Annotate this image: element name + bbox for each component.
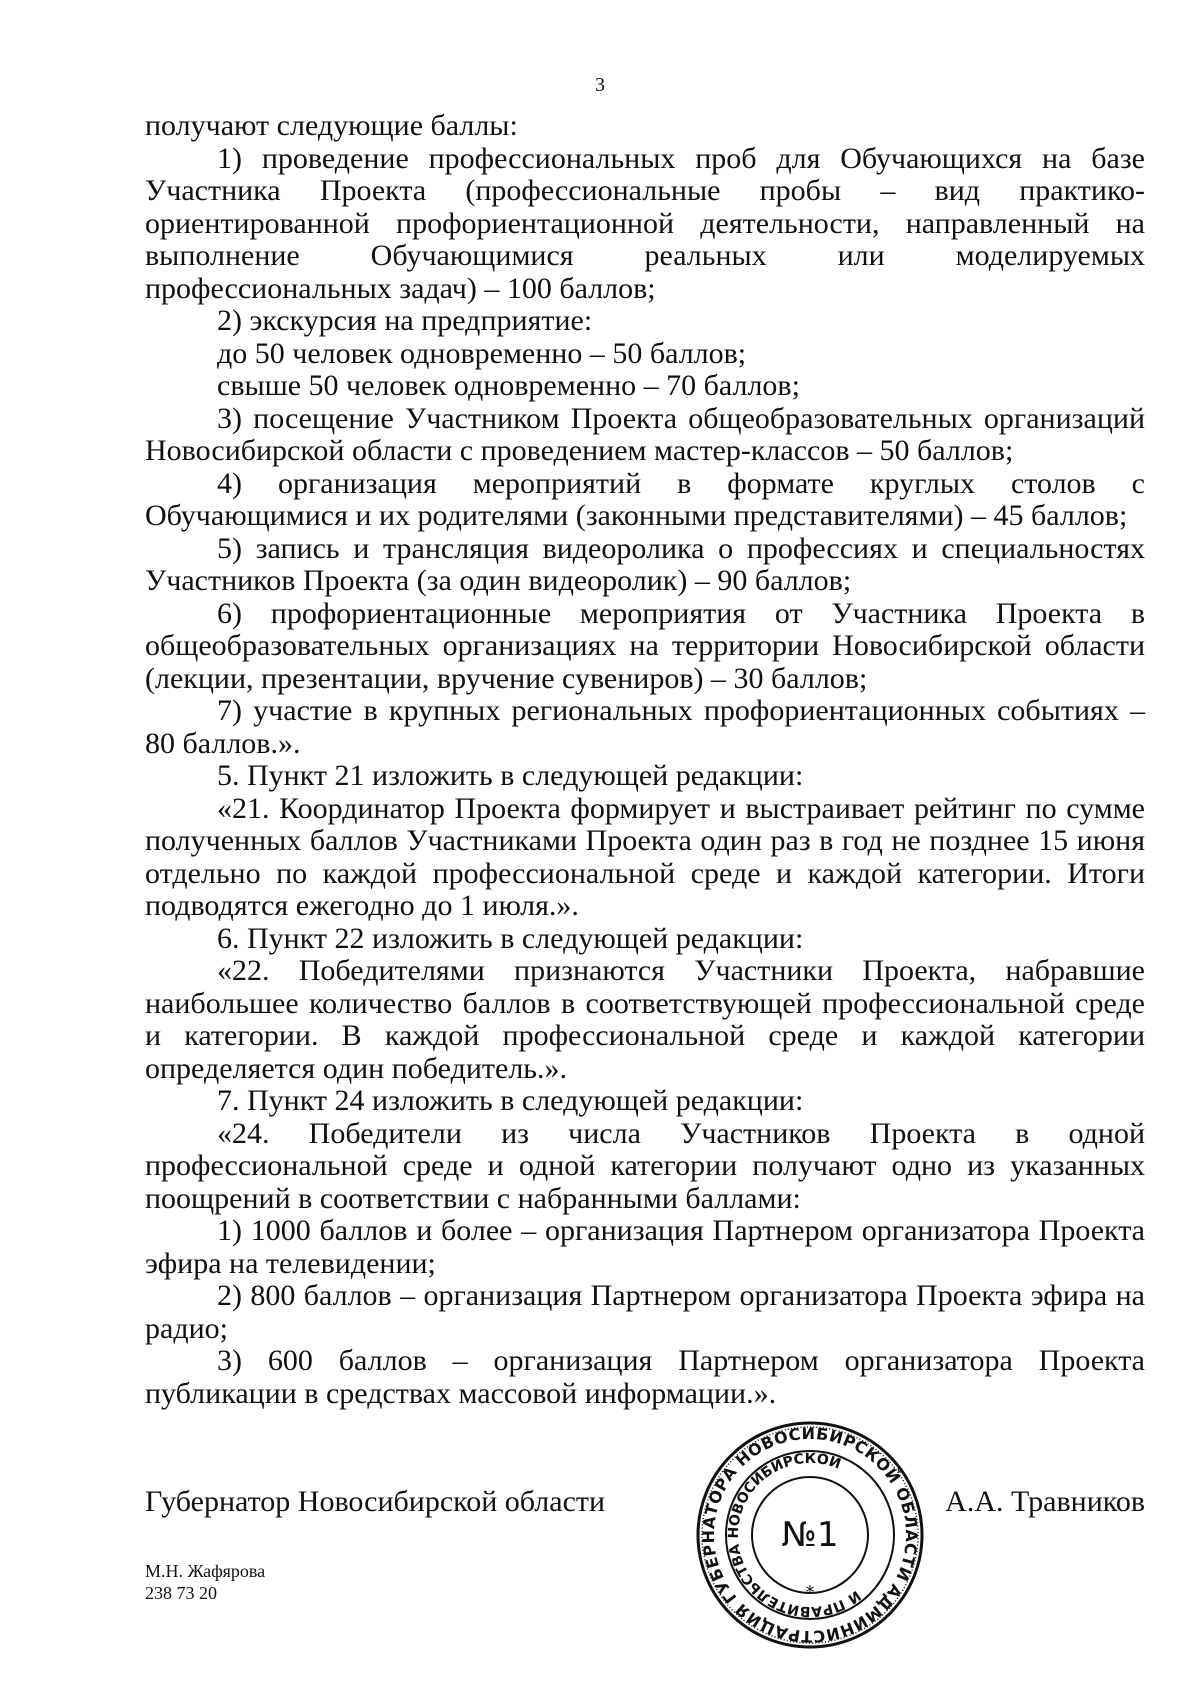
executor-name: М.Н. Жафярова <box>145 1561 266 1581</box>
paragraph: получают следующие баллы: <box>145 109 518 142</box>
paragraph: 3) 600 баллов – организация Партнером организатора Проекта публикации в средствах массовой информации.». <box>145 1344 1145 1410</box>
signatory-title: Губернатор Новосибирской области <box>145 1485 606 1518</box>
paragraph: «21. Координатор Проекта формирует и выстраивает рейтинг по сумме полученных баллов Участниками Проекта один раз в год не позднее 15 июня отдельно по каждой профессиональной среде и каждой категории. Итоги подводятся ежегодно до 1 июля.». <box>145 791 1145 922</box>
executor-block <box>145 1560 265 1604</box>
paragraph: до 50 человек одновременно – 50 баллов; <box>217 336 747 370</box>
document-body <box>145 110 1145 1410</box>
paragraph: свыше 50 человек одновременно – 70 баллов; <box>217 369 800 402</box>
paragraph: 2) экскурсия на предприятие: <box>217 304 593 337</box>
paragraph: 4) организация мероприятий в формате круглых столов с Обучающимися и их родителями (законными представителями) – 45 баллов; <box>145 466 1145 532</box>
paragraph: «24. Победители из числа Участников Проекта в одной профессиональной среде и одной категории получают одно из указанных поощрений в соответствии с набранными баллами: <box>145 1116 1145 1215</box>
paragraph: 7) участие в крупных региональных профориентационных событиях – 80 баллов.». <box>145 694 1145 760</box>
paragraph: 6) профориентационные мероприятия от Участника Проекта в общеобразовательных организациях на территории Новосибирской области (лекции, презентации, вручение сувениров) – 30 баллов; <box>145 596 1145 695</box>
official-seal <box>695 1420 925 1650</box>
paragraph: «22. Победителями признаются Участники Проекта, набравшие наибольшее количество баллов в соответствующей профессиональной среде и категории. В каждой профессиональной среде и каждой категории определяется один победитель.». <box>145 954 1145 1085</box>
paragraph: 5) запись и трансляция видеоролика о профессиях и специальностях Участников Проекта (за один видеоролик) – 90 баллов; <box>145 531 1145 597</box>
page-number: 3 <box>595 74 605 96</box>
paragraph: 5. Пункт 21 изложить в следующей редакции: <box>217 759 804 792</box>
seal-inner-text: И ПРАВИТЕЛЬСТВА НОВОСИБИРСКОЙ <box>725 1450 864 1620</box>
paragraph: 1) проведение профессиональных проб для Обучающихся на базе Участника Проекта (профессиональные пробы – вид практико-ориентированной профориентационной деятельности, направленный на выполнение Обучающимися реальных или моделируемых профессиональных задач) – 100 баллов; <box>145 141 1145 305</box>
paragraph: 1) 1000 баллов и более – организация Партнером организатора Проекта эфира на телевидении; <box>145 1214 1145 1280</box>
executor-phone: 238 73 20 <box>145 1583 217 1603</box>
paragraph: 2) 800 баллов – организация Партнером организатора Проекта эфира на радио; <box>145 1279 1145 1345</box>
seal-star-icon: * <box>805 1582 815 1603</box>
seal-outer-text: АДМИНИСТРАЦИЯ ГУБЕРНАТОРА НОВОСИБИРСКОЙ ОБЛАСТИ <box>698 1423 922 1647</box>
paragraph: 7. Пункт 24 изложить в следующей редакции: <box>217 1084 804 1117</box>
paragraph: 3) посещение Участником Проекта общеобразовательных организаций Новосибирской области с проведением мастер-классов – 50 баллов; <box>145 401 1145 467</box>
signatory-name: А.А. Травников <box>945 1485 1145 1518</box>
seal-number: №1 <box>781 1515 839 1555</box>
paragraph: 6. Пункт 22 изложить в следующей редакции: <box>217 921 804 955</box>
